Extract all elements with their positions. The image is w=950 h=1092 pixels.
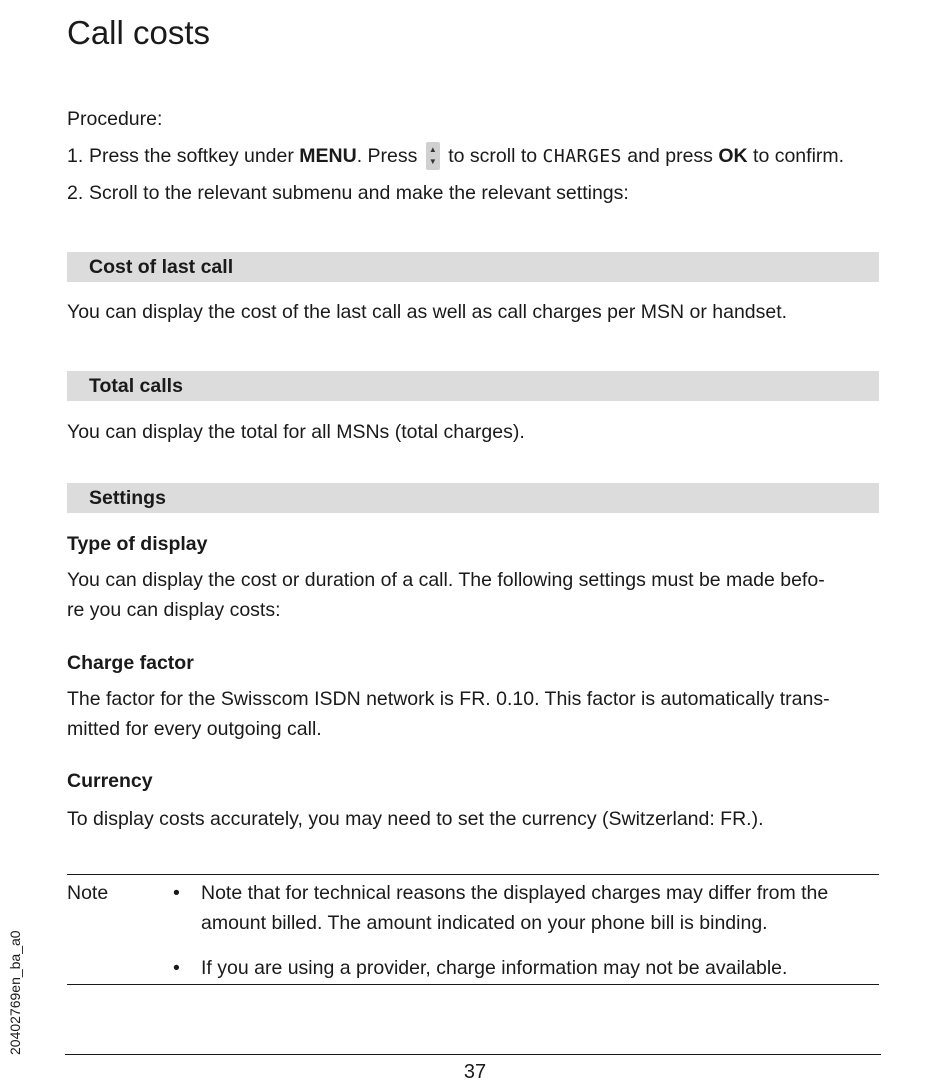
section-heading-text: Settings <box>89 487 166 509</box>
step-number: 1. <box>67 145 84 167</box>
section-heading-cost-of-last-call <box>67 252 879 282</box>
arrow-down-icon: ▼ <box>428 157 437 166</box>
step-number: 2. <box>67 182 84 204</box>
up-down-scroll-key-icon <box>426 142 440 170</box>
text-line: mitted for every outgoing call. <box>67 718 322 740</box>
note-top-rule <box>67 874 879 875</box>
ok-key-label: OK <box>718 145 748 167</box>
arrow-up-icon: ▲ <box>428 145 437 154</box>
note-text-line: If you are using a provider, charge information may not be available. <box>201 957 788 979</box>
document-code: 20402769en_ba_a0 <box>7 930 23 1055</box>
display-text-charges: CHARGES <box>542 146 622 167</box>
step-text: to scroll to <box>442 145 543 167</box>
text-line: The factor for the Swisscom ISDN network is FR. 0.10. This factor is automatically trans- <box>67 688 830 710</box>
step-text: to confirm. <box>747 145 845 167</box>
type-of-display-heading: Type of display <box>67 533 208 555</box>
procedure-step-1 <box>67 141 897 172</box>
cost-of-last-call-description: You can display the cost of the last call as well as call charges per MSN or handset. <box>67 301 788 323</box>
step-text: . Press <box>356 145 423 167</box>
charge-factor-heading: Charge factor <box>67 652 194 674</box>
charge-factor-description <box>67 684 879 744</box>
note-label: Note <box>67 882 109 904</box>
section-heading-text: Cost of last call <box>89 256 234 278</box>
note-item <box>173 953 873 983</box>
note-item <box>173 878 873 938</box>
step-text: Scroll to the relevant submenu and make the relevant settings: <box>89 182 629 204</box>
menu-key-label: MENU <box>299 145 357 167</box>
note-bottom-rule <box>67 984 879 985</box>
step-text: and press <box>621 145 719 167</box>
bullet-icon: • <box>173 957 180 979</box>
currency-description: To display costs accurately, you may need to set the currency (Switzerland: FR.). <box>67 808 764 830</box>
page-number: 37 <box>463 1061 487 1083</box>
footer-rule <box>65 1054 881 1055</box>
note-text-line: amount billed. The amount indicated on your phone bill is binding. <box>201 912 768 934</box>
bullet-icon: • <box>173 882 180 904</box>
procedure-step-2 <box>67 178 897 208</box>
page-title: Call costs <box>67 14 211 51</box>
currency-heading: Currency <box>67 770 153 792</box>
note-text-line: Note that for technical reasons the displayed charges may differ from the <box>201 882 829 904</box>
type-of-display-description <box>67 565 879 625</box>
total-calls-description: You can display the total for all MSNs (total charges). <box>67 421 525 443</box>
text-line: re you can display costs: <box>67 599 281 621</box>
text-line: You can display the cost or duration of a call. The following settings must be made befo- <box>67 569 825 591</box>
section-heading-text: Total calls <box>89 375 183 397</box>
procedure-label: Procedure: <box>67 108 163 130</box>
step-text: Press the softkey under <box>89 145 300 167</box>
section-heading-total-calls <box>67 371 879 401</box>
section-heading-settings <box>67 483 879 513</box>
